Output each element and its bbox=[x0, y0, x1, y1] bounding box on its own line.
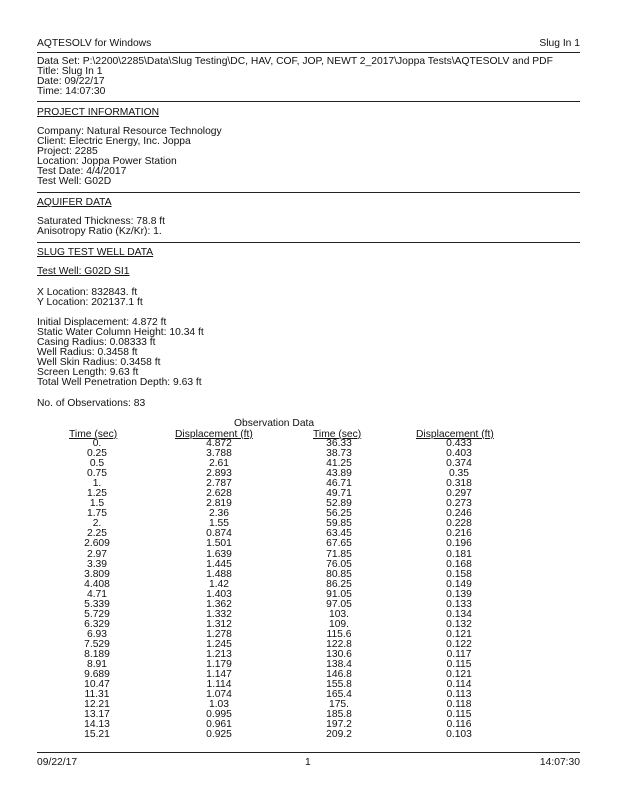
table-cell: 4.408 bbox=[84, 578, 110, 590]
location-line: Location: Joppa Power Station bbox=[37, 156, 177, 167]
column-header: Displacement (ft) bbox=[175, 429, 253, 440]
table-cell: 0.115 bbox=[446, 709, 472, 721]
table-cell: 0.122 bbox=[446, 638, 472, 650]
page-number: 1 bbox=[305, 757, 311, 768]
table-cell: 52.89 bbox=[326, 498, 352, 510]
table-cell: 1.213 bbox=[206, 648, 232, 660]
table-cell: 0.116 bbox=[446, 719, 472, 731]
table-cell: 1.03 bbox=[208, 699, 230, 711]
table-cell: 76.05 bbox=[326, 558, 352, 570]
table-cell: 0.374 bbox=[446, 458, 472, 470]
table-cell: 1.75 bbox=[86, 508, 108, 520]
table-cell: 146.8 bbox=[326, 669, 352, 681]
section-divider bbox=[37, 242, 580, 243]
table-cell: 2.628 bbox=[206, 488, 232, 500]
table-cell: 11.31 bbox=[84, 689, 110, 701]
table-cell: 0.114 bbox=[446, 679, 472, 691]
table-cell: 0.403 bbox=[446, 448, 472, 460]
table-cell: 0.273 bbox=[446, 498, 472, 510]
table-cell: 0.995 bbox=[206, 709, 232, 721]
x-location-line: X Location: 832843. ft bbox=[37, 287, 138, 298]
table-cell: 109. bbox=[328, 618, 350, 630]
num-observations-line: No. of Observations: 83 bbox=[37, 398, 146, 409]
table-cell: 0.961 bbox=[206, 719, 232, 731]
table-cell: 2.787 bbox=[206, 478, 232, 490]
table-cell: 130.6 bbox=[326, 648, 352, 660]
table-cell: 0.121 bbox=[446, 669, 472, 681]
table-cell: 0.121 bbox=[446, 628, 472, 640]
table-cell: 91.05 bbox=[326, 588, 352, 600]
table-cell: 43.89 bbox=[326, 468, 352, 480]
table-cell: 5.339 bbox=[84, 598, 110, 610]
table-cell: 0.103 bbox=[446, 729, 472, 741]
table-cell: 1.245 bbox=[206, 638, 232, 650]
data-set-line: Data Set: P:\2200\2285\Data\Slug Testing\DC, HAV, COF, JOP, NEWT 2_2017\Joppa Tests\AQTESOLV and PDF bbox=[37, 56, 553, 67]
table-cell: 6.329 bbox=[84, 618, 110, 630]
table-cell: 122.8 bbox=[326, 638, 352, 650]
table-cell: 1.332 bbox=[206, 608, 232, 620]
table-cell: 4.872 bbox=[206, 438, 232, 449]
table-cell: 2.61 bbox=[208, 458, 230, 470]
table-cell: 2.97 bbox=[86, 548, 108, 560]
table-cell: 1.278 bbox=[206, 628, 232, 640]
table-cell: 185.8 bbox=[326, 709, 352, 721]
table-cell: 103. bbox=[328, 608, 350, 620]
table-cell: 0.168 bbox=[446, 558, 472, 570]
table-cell: 0.149 bbox=[446, 578, 472, 590]
table-cell: 0.117 bbox=[446, 648, 472, 660]
time-column-2 bbox=[294, 439, 384, 740]
table-cell: 165.4 bbox=[326, 689, 352, 701]
table-cell: 0.158 bbox=[446, 568, 472, 580]
table-cell: 175. bbox=[328, 699, 350, 711]
slug-well-heading: SLUG TEST WELL DATA bbox=[37, 247, 154, 258]
table-cell: 0.134 bbox=[446, 608, 472, 620]
table-cell: 0.318 bbox=[446, 478, 472, 490]
table-cell: 5.729 bbox=[84, 608, 110, 620]
header-divider bbox=[37, 52, 580, 53]
y-location-line: Y Location: 202137.1 ft bbox=[37, 297, 143, 308]
column-header: Displacement (ft) bbox=[416, 429, 494, 440]
table-cell: 15.21 bbox=[84, 729, 110, 741]
column-header: Time (sec) bbox=[313, 429, 362, 440]
casing-radius-line: Casing Radius: 0.08333 ft bbox=[37, 337, 156, 348]
table-cell: 36.33 bbox=[326, 438, 352, 449]
saturated-thickness-line: Saturated Thickness: 78.8 ft bbox=[37, 216, 166, 227]
table-cell: 2.819 bbox=[206, 498, 232, 510]
table-cell: 0.5 bbox=[89, 458, 105, 470]
table-cell: 1.403 bbox=[206, 588, 232, 600]
table-cell: 0.216 bbox=[446, 528, 472, 540]
aquifer-heading: AQUIFER DATA bbox=[37, 197, 112, 208]
table-cell: 2.36 bbox=[208, 508, 230, 520]
table-cell: 0.181 bbox=[446, 548, 472, 560]
table-cell: 1.074 bbox=[206, 689, 232, 701]
table-cell: 3.788 bbox=[206, 448, 232, 460]
table-cell: 0.297 bbox=[446, 488, 472, 500]
well-radius-line: Well Radius: 0.3458 ft bbox=[37, 347, 138, 358]
table-cell: 63.45 bbox=[326, 528, 352, 540]
test-well-line: Test Well: G02D bbox=[37, 176, 112, 187]
table-cell: 0.118 bbox=[446, 699, 472, 711]
slug-test-well-line: Test Well: G02D SI1 bbox=[37, 266, 130, 277]
table-cell: 1.25 bbox=[86, 488, 108, 500]
table-cell: 3.39 bbox=[86, 558, 108, 570]
section-divider bbox=[37, 192, 580, 193]
table-cell: 46.71 bbox=[326, 478, 352, 490]
table-cell: 59.85 bbox=[326, 518, 352, 530]
title-line: Title: Slug In 1 bbox=[37, 66, 103, 77]
initial-displacement-line: Initial Displacement: 4.872 ft bbox=[37, 317, 167, 328]
table-cell: 4.71 bbox=[86, 588, 108, 600]
screen-length-line: Screen Length: 9.63 ft bbox=[37, 367, 139, 378]
table-cell: 3.809 bbox=[84, 568, 110, 580]
table-cell: 1.639 bbox=[206, 548, 232, 560]
date-line: Date: 09/22/17 bbox=[37, 76, 105, 87]
table-cell: 41.25 bbox=[326, 458, 352, 470]
company-line: Company: Natural Resource Technology bbox=[37, 126, 222, 137]
table-cell: 8.91 bbox=[86, 659, 108, 671]
table-cell: 209.2 bbox=[326, 729, 352, 741]
table-cell: 0.115 bbox=[446, 659, 472, 671]
table-cell: 1.55 bbox=[208, 518, 230, 530]
table-cell: 97.05 bbox=[326, 598, 352, 610]
table-cell: 6.93 bbox=[86, 628, 108, 640]
client-line: Client: Electric Energy, Inc. Joppa bbox=[37, 136, 191, 147]
table-cell: 2.893 bbox=[206, 468, 232, 480]
table-cell: 0.433 bbox=[446, 438, 472, 449]
table-cell: 1.362 bbox=[206, 598, 232, 610]
table-cell: 10.47 bbox=[84, 679, 110, 691]
table-cell: 38.73 bbox=[326, 448, 352, 460]
table-cell: 0.874 bbox=[206, 528, 232, 540]
table-cell: 49.71 bbox=[326, 488, 352, 500]
table-cell: 2.609 bbox=[84, 538, 110, 550]
table-cell: 0.25 bbox=[86, 448, 108, 460]
table-cell: 1.488 bbox=[206, 568, 232, 580]
column-header: Time (sec) bbox=[69, 429, 118, 440]
table-cell: 0.75 bbox=[86, 468, 108, 480]
table-cell: 115.6 bbox=[326, 628, 352, 640]
displacement-column-2 bbox=[414, 439, 504, 740]
table-cell: 0.925 bbox=[206, 729, 232, 741]
table-cell: 80.85 bbox=[326, 568, 352, 580]
table-cell: 197.2 bbox=[326, 719, 352, 731]
table-cell: 0.228 bbox=[446, 518, 472, 530]
table-cell: 7.529 bbox=[84, 638, 110, 650]
time-column-1 bbox=[52, 439, 142, 740]
table-cell: 86.25 bbox=[326, 578, 352, 590]
table-cell: 56.25 bbox=[326, 508, 352, 520]
table-cell: 0.246 bbox=[446, 508, 472, 520]
page-header bbox=[37, 38, 580, 50]
section-divider bbox=[37, 101, 580, 102]
well-skin-radius-line: Well Skin Radius: 0.3458 ft bbox=[37, 357, 161, 368]
project-heading: PROJECT INFORMATION bbox=[37, 107, 160, 118]
total-penetration-line: Total Well Penetration Depth: 9.63 ft bbox=[37, 377, 202, 388]
table-cell: 0.196 bbox=[446, 538, 472, 550]
table-cell: 0.35 bbox=[448, 468, 470, 480]
table-cell: 67.65 bbox=[326, 538, 352, 550]
table-cell: 1.147 bbox=[206, 669, 232, 681]
table-cell: 1.179 bbox=[206, 659, 232, 671]
table-cell: 1. bbox=[92, 478, 102, 490]
table-cell: 0.132 bbox=[446, 618, 472, 630]
time-line: Time: 14:07:30 bbox=[37, 86, 106, 97]
table-cell: 71.85 bbox=[326, 548, 352, 560]
page-title: Slug In 1 bbox=[539, 38, 580, 49]
table-cell: 13.17 bbox=[84, 709, 110, 721]
footer-divider bbox=[37, 752, 580, 753]
displacement-column-1 bbox=[174, 439, 264, 740]
table-cell: 1.42 bbox=[208, 578, 230, 590]
table-cell: 12.21 bbox=[84, 699, 110, 711]
table-cell: 155.8 bbox=[326, 679, 352, 691]
page-footer bbox=[37, 757, 580, 769]
footer-time: 14:07:30 bbox=[539, 757, 580, 768]
project-line: Project: 2285 bbox=[37, 146, 98, 157]
table-cell: 0.113 bbox=[446, 689, 472, 701]
footer-date: 09/22/17 bbox=[37, 757, 78, 768]
anisotropy-line: Anisotropy Ratio (Kz/Kr): 1. bbox=[37, 226, 162, 237]
table-cell: 8.189 bbox=[84, 648, 110, 660]
table-cell: 2.25 bbox=[86, 528, 108, 540]
table-cell: 9.689 bbox=[84, 669, 110, 681]
table-cell: 1.445 bbox=[206, 558, 232, 570]
table-cell: 1.312 bbox=[206, 618, 232, 630]
app-title: AQTESOLV for Windows bbox=[37, 38, 152, 49]
table-cell: 2. bbox=[92, 518, 102, 530]
table-cell: 138.4 bbox=[326, 659, 352, 671]
static-water-line: Static Water Column Height: 10.34 ft bbox=[37, 327, 204, 338]
table-cell: 1.501 bbox=[206, 538, 232, 550]
test-date-line: Test Date: 4/4/2017 bbox=[37, 166, 127, 177]
table-cell: 1.114 bbox=[206, 679, 232, 691]
observation-title: Observation Data bbox=[234, 418, 315, 429]
table-cell: 0.139 bbox=[446, 588, 472, 600]
table-cell: 14.13 bbox=[84, 719, 110, 731]
table-cell: 1.5 bbox=[89, 498, 105, 510]
table-cell: 0. bbox=[92, 438, 102, 449]
table-cell: 0.133 bbox=[446, 598, 472, 610]
